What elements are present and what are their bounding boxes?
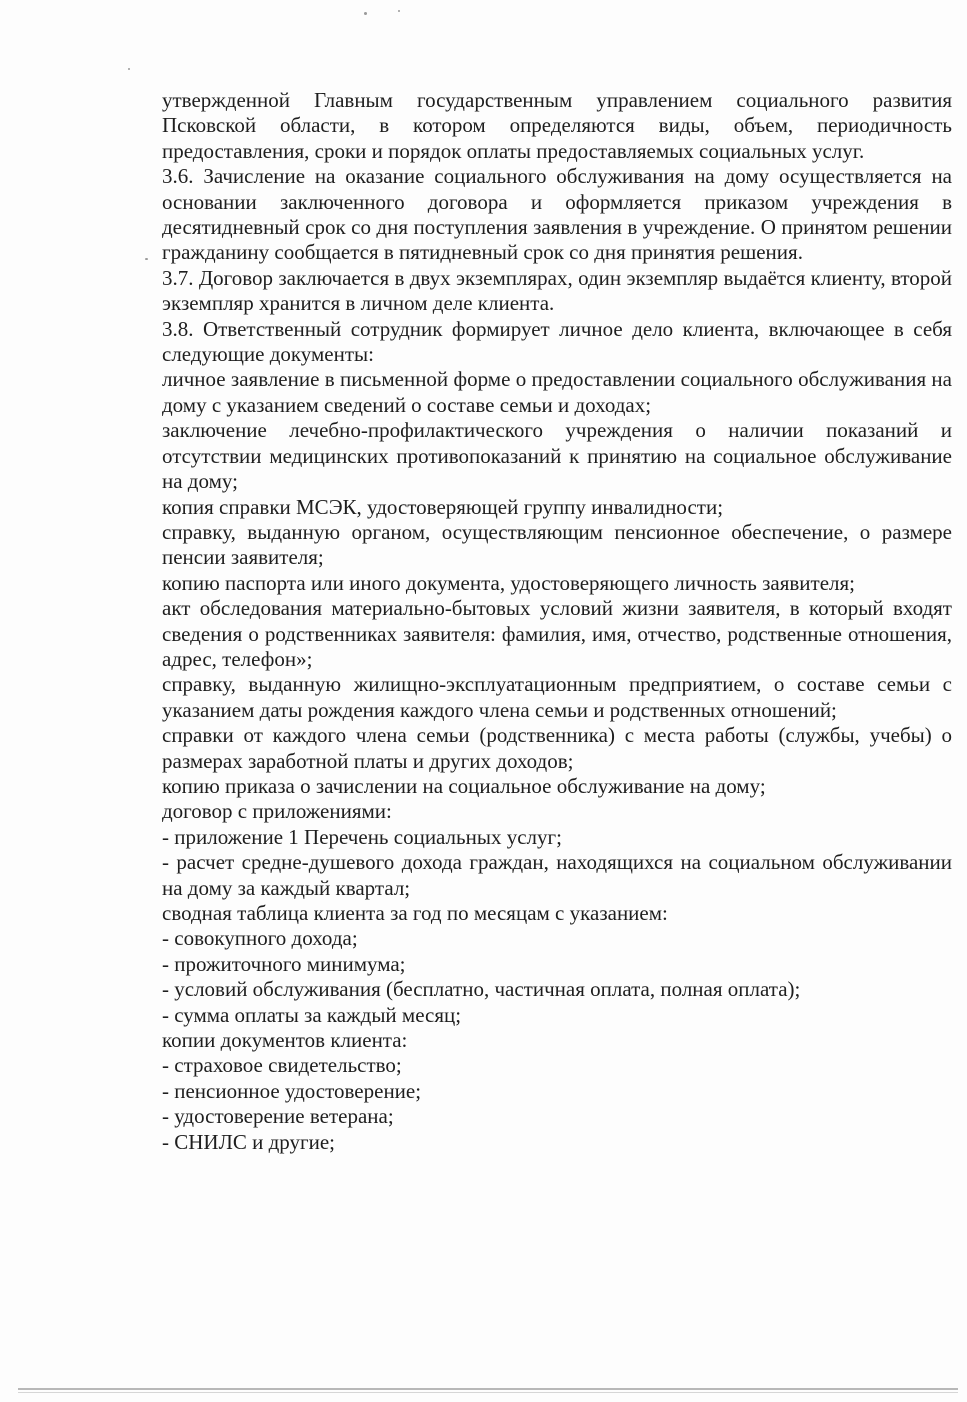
doc-item-enrollment-order: копию приказа о зачислении на социальное обслуживание на дому; (162, 773, 766, 798)
scan-speck (128, 68, 130, 70)
copy-item-veteran-id: - удостоверение ветерана; (162, 1104, 394, 1129)
doc-item-contract: договор с приложениями: (162, 799, 392, 824)
copy-item-snils-and-others: - СНИЛС и другие; (162, 1129, 335, 1154)
scan-speck (398, 10, 400, 12)
doc-item-application: личное заявление в письменной форме о предоставлении социального обслуживания на дому с указанием сведений о составе семьи и доходах; (162, 367, 952, 417)
paragraph-approval-continuation: утвержденной Главным государственным управлением социального развития Псковской области, в котором определяются виды, объем, периодичность предоставления, сроки и порядок оплаты предоставляемых социальных услуг. (162, 88, 952, 163)
paragraph-3-6: 3.6. Зачисление на оказание социального обслуживания на дому осуществляется на основании заключенного договора и оформляется приказом учреждения в десятидневный срок со дня поступления заявления в учреждение. О принятом решении гражданину сообщается в пятидневный срок со дня принятия решения. (162, 164, 952, 265)
doc-item-family-certificate: справку, выданную жилищно-эксплуатационным предприятием, о составе семьи с указанием даты рождения каждого члена семьи и родственных отношений; (162, 672, 952, 722)
doc-item-summary-table: сводная таблица клиента за год по месяцам с указанием: (162, 901, 668, 925)
doc-item-passport-copy: копию паспорта или иного документа, удостоверяющего личность заявителя; (162, 570, 855, 595)
summary-item-total-income: - совокупного дохода; (162, 926, 358, 951)
doc-item-income-certificates: справки от каждого члена семьи (родственника) с места работы (службы, учебы) о размерах заработной платы и других доходов; (162, 723, 952, 773)
copy-item-pension-id: - пенсионное удостоверение; (162, 1078, 422, 1103)
document-body (162, 88, 952, 1155)
scan-bottom-edge (18, 1388, 958, 1390)
contract-attachment-income-calc: - расчет средне-душевого дохода граждан, находящихся на социальном обслуживании на дому за каждый квартал; (162, 850, 952, 900)
scan-speck (145, 258, 148, 260)
contract-attachment-services-list: - приложение 1 Перечень социальных услуг; (162, 824, 562, 849)
doc-item-medical-conclusion: заключение лечебно-профилактического учреждения о наличии показаний и отсутствии медицинских противопоказаний к принятию на социальное обслуживание на дому; (162, 418, 952, 494)
copy-item-insurance-certificate: - страховое свидетельство; (162, 1053, 402, 1078)
paragraph-3-8: 3.8. Ответственный сотрудник формирует личное дело клиента, включающее в себя следующие документы: (162, 316, 952, 367)
paragraph-3-7: 3.7. Договор заключается в двух экземплярах, один экземпляр выдаётся клиенту, второй экземпляр хранится в личном деле клиента. (162, 265, 952, 316)
doc-item-living-conditions-act: акт обследования материально-бытовых условий жизни заявителя, в который входят сведения о родственниках заявителя: фамилия, имя, отчество, родственные отношения, адрес, телефон»; (162, 596, 952, 671)
doc-item-pension-certificate: справку, выданную органом, осуществляющим пенсионное обеспечение, о размере пенсии заявителя; (162, 519, 952, 570)
scan-speck (364, 12, 367, 15)
doc-item-msek-copy: копия справки МСЭК, удостоверяющей группу инвалидности; (162, 494, 724, 519)
summary-item-subsistence-minimum: - прожиточного минимума; (162, 951, 406, 976)
scan-bottom-edge-shadow (18, 1392, 958, 1393)
summary-item-service-conditions: - условий обслуживания (бесплатно, частичная оплата, полная оплата); (162, 977, 801, 1002)
summary-item-monthly-payment: - сумма оплаты за каждый месяц; (162, 1002, 462, 1027)
doc-item-client-document-copies: копии документов клиента: (162, 1028, 408, 1053)
